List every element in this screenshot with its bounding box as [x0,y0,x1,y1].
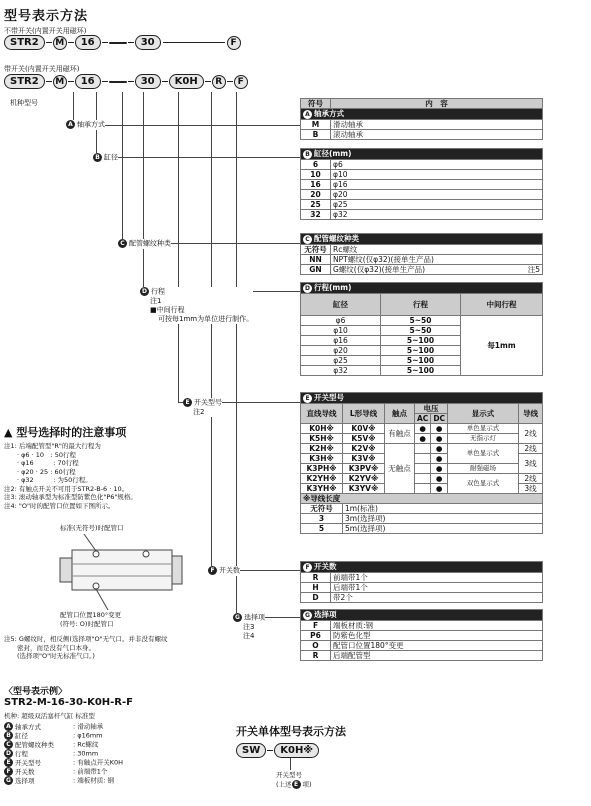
no-switch-label: 不带开关(内置开关用磁环) [4,27,87,35]
switch-unit-label: 开关型号 (上述 E 项) [276,771,312,788]
code-switch-qty: R [212,75,226,89]
with-switch-label: 带开关(内置开关用磁环) [4,65,80,73]
table-bore: B 缸径(mm) 6 φ6 10 φ10 16 φ16 20 φ20 25 φ25 32 φ32 [300,148,543,220]
code-stroke: 30 [135,74,161,89]
label-bearing: A 轴承方式 [66,120,105,130]
table-switch-qty: F 开关数 R 前端带1个 H 后端带1个 D 带2个 [300,561,543,603]
label-port: C 配管螺纹种类 [118,239,171,249]
label-bore: B 缸径 [93,153,118,163]
page-title: 型号表示方法 [4,9,89,24]
std-port-label: 标准(无符号)时配管口 [60,524,124,532]
label-option: G 选择项 注3 注4 [233,613,265,641]
code-port [109,81,127,83]
caution-notes: 注1: 后端配管型"R"的最大行程为 · φ6 · 10 : 50行程 · φ16 : 70行程 · φ20 · 25 : 60行程 · φ32 : 为50行程。 注2: 有触点开关不可用于STR2-B-6 · 10。 注3: 滚动轴承型为标准型防紫色化"P6"规格。 注4: "O"时的配管口位置如下图所示。 [4,442,137,510]
table-port: C 配管螺纹种类 无符号 Rc螺纹 NN NPT螺纹(仅φ32)(接单生产品) GN G螺纹(仅φ32)(接单生产品) 注5 [300,233,543,275]
code-bearing: M [53,36,67,50]
label-stroke: D 行程 注1 ■中间行程 可按每1mm为单位进行制作。 [142,287,254,323]
code-option: F [227,36,241,50]
model-code-no-switch [4,35,241,50]
caution-title: ▲ 型号选择时的注意事项 [4,426,127,439]
cylinder-drawing [56,534,186,610]
table-stroke: D 行程(mm) 缸径 行程 中间行程 φ6 5~50 每1mm φ10 5~50 φ16 5~100 φ20 5~100 φ25 5~100 φ32 5~100 [300,282,543,376]
code-series: STR2 [4,74,45,89]
switch-unit-title: 开关单体型号表示方法 [236,725,346,738]
table-switch-model: E 开关型号 直线导线 L形导线 触点 电压 显示式 导线 AC DC K0H※ K0V※ 有触点 ● ● 单色显示式 2线 K5H※ K5V※ ● ● 无指示灯 K2H※ K2V※ 无触点 ● 单色显示式 2线 K3H※ K3V※ ● 3线 K3PH※ K3PV※ ● 耐强磁场 K2YH※ K2YV※ ● 双色显示式 2线 K3YH※ K3YV※ ● 3线 ※导线长度 无符号 1m(标准) 3 3m(选择项) 5 5m(选择项) [300,392,543,534]
code-bore: 16 [75,74,101,89]
code-switch: K0H [169,74,204,89]
code-port [109,42,127,44]
example-list: A 轴承方式 : 滑动轴承 B 缸径 : φ16mm C 配管螺纹种类 : Rc螺纹 D 行程 : 30mm E 开关型号 : 有触点开关K0H F 开关数 : 前端带1个 G 选择项 : 端板材质: 钢 [6,722,124,785]
switch-code-prefix: SW [236,743,266,758]
changed-port-label: 配管口位置180°变更 (符号: O)时配管口 [60,611,122,628]
code-stroke: 30 [135,35,161,50]
model-code-with-switch [4,74,248,89]
code-option: F [234,75,248,89]
label-switch-model: E 开关型号 注2 [183,398,222,417]
warning-icon: ▲ [4,426,13,439]
code-series: STR2 [4,35,45,50]
label-switch-qty: F 开关数 [208,566,240,576]
table-bearing: 符号 内 容 A 轴承方式 M 滑动轴承 B 滚动轴承 [300,98,543,140]
note5: 注5: G螺纹时，相反侧(选择项"O"无气口。并非没有螺纹 密封，而是没有气口本身。 (选择项"O"时无标准气口。) [4,635,168,660]
switch-code-model: K0H※ [274,743,319,758]
example-desc: 机种: 超级双活塞杆气缸 标准型 [4,712,95,720]
switch-unit-code [236,743,319,758]
example-code: STR2-M-16-30-K0H-R-F [4,697,133,708]
model-label: 机种型号 [10,99,38,107]
table-option: G 选择项 F 端板材质:钢 P6 防紫色化型 O 配管口位置180°变更 R 后端配管型 [300,609,543,661]
example-title: 〈型号表示例〉 [4,687,68,697]
code-bearing: M [53,75,67,89]
code-bore: 16 [75,35,101,50]
